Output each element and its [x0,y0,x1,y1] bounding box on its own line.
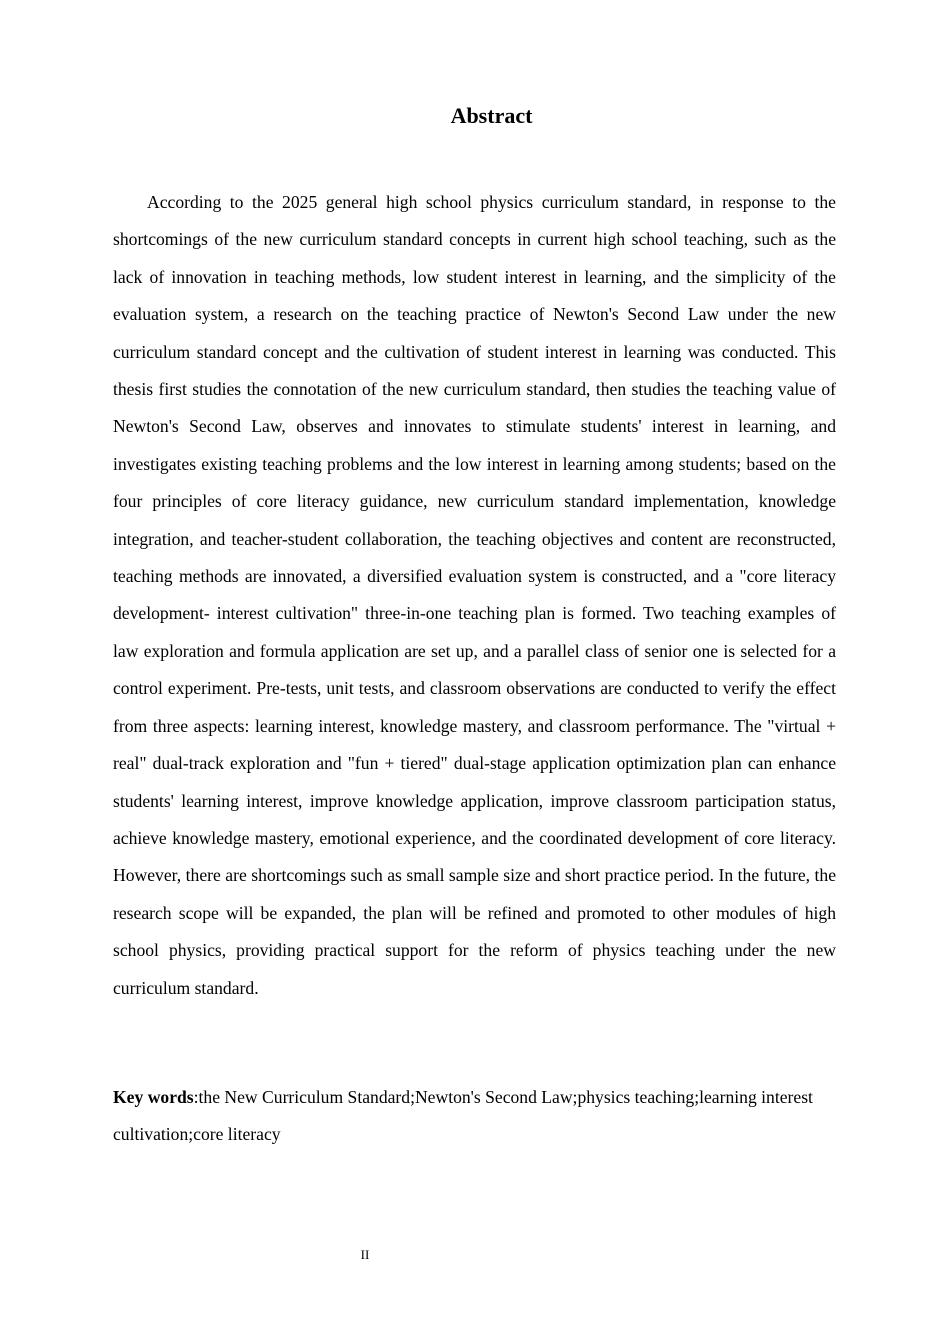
keywords-text: :the New Curriculum Standard;Newton's Second Law;physics teaching;learning interest cultivation;core literacy [113,1087,813,1144]
abstract-title: Abstract [450,103,533,128]
abstract-body: According to the 2025 general high school physics curriculum standard, in response to the shortcomings of the new curriculum standard concepts in current high school teaching, such as the lack of innovation in teaching methods, low student interest in learning, and the simplicity of the evaluation system, a research on the teaching practice of Newton's Second Law under the new curriculum standard concept and the cultivation of student interest in learning was conducted. This thesis first studies the connotation of the new curriculum standard, then studies the teaching value of Newton's Second Law, observes and innovates to stimulate students' interest in learning, and investigates existing teaching problems and the low interest in learning among students; based on the four principles of core literacy guidance, new curriculum standard implementation, knowledge integration, and teacher-student collaboration, the teaching objectives and content are reconstructed, teaching methods are innovated, a diversified evaluation system is constructed, and a "core literacy development- interest cultivation" three-in-one teaching plan is formed. Two teaching examples of law exploration and formula application are set up, and a parallel class of senior one is selected for a control experiment. Pre-tests, unit tests, and classroom observations are conducted to verify the effect from three aspects: learning interest, knowledge mastery, and classroom performance. The "virtual + real" dual-track exploration and "fun + tiered" dual-stage application optimization plan can enhance students' learning interest, improve knowledge application, improve classroom participation status, achieve knowledge mastery, emotional experience, and the coordinated development of core literacy. However, there are shortcomings such as small sample size and short practice period. In the future, the research scope will be expanded, the plan will be refined and promoted to other modules of high school physics, providing practical support for the reform of physics teaching under the new curriculum standard. [113,192,836,998]
keywords-label: Key words [113,1087,194,1107]
page-number: II [360,1247,370,1262]
keywords-line [113,1079,836,1153]
